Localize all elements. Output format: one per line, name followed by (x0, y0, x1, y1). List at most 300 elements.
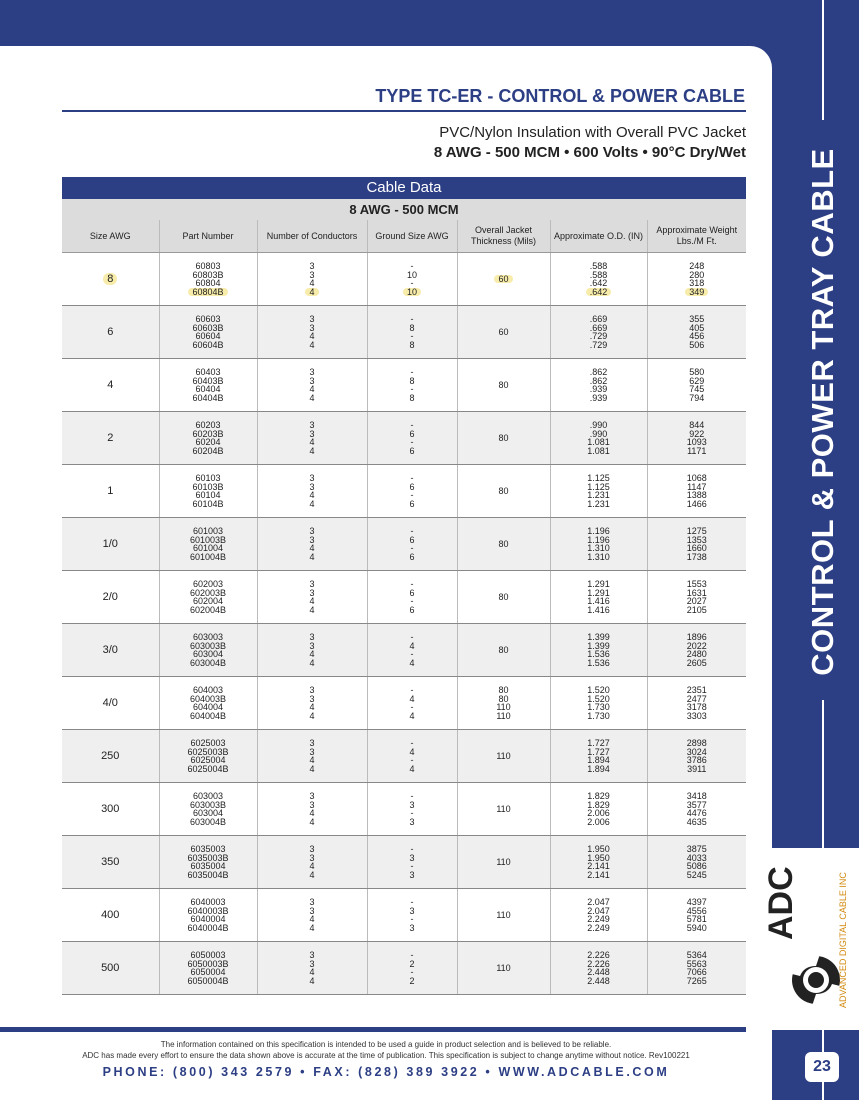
side-vertical-title: CONTROL & POWER TRAY CABLE (805, 148, 840, 676)
conductors-cell (257, 942, 367, 995)
cell-value: 604003 (192, 685, 224, 695)
cell-value: - (410, 314, 414, 324)
cell-value: 60404 (195, 384, 221, 394)
cell-value: 4 (309, 967, 315, 977)
cell-value: 60404B (192, 392, 224, 403)
size-awg-cell (62, 412, 159, 465)
ground-size-cell (367, 624, 457, 677)
cell-value: - (410, 755, 414, 765)
cell-value: 506 (689, 339, 705, 350)
size-value: 2 (107, 432, 114, 444)
cell-value: 602004B (189, 604, 227, 615)
cell-value: 3875 (686, 844, 707, 854)
part-number-cell (159, 253, 257, 306)
cell-value: - (410, 526, 414, 536)
cell-value: 745 (689, 384, 705, 394)
part-number-cell (159, 518, 257, 571)
cell-value: .588 (589, 261, 608, 271)
cell-value: 4 (409, 710, 415, 721)
cell-value: 1.125 (587, 473, 610, 483)
cable-data-table (62, 220, 746, 995)
cell-value: 2.141 (587, 869, 610, 880)
cell-value: 2.226 (587, 950, 610, 960)
cell-value: 110 (496, 803, 511, 814)
cell-value: 4 (309, 922, 315, 933)
cell-value: 4 (309, 490, 315, 500)
cell-value: 1.416 (587, 604, 610, 615)
cell-value: 922 (689, 428, 705, 439)
cell-value: 603003 (192, 791, 224, 801)
cell-value: 602003B (189, 587, 227, 598)
ground-size-cell (367, 730, 457, 783)
ground-size-cell (367, 942, 457, 995)
cell-value: 6 (409, 498, 415, 509)
cell-value: 4 (309, 392, 315, 403)
cell-value: - (410, 844, 414, 854)
highlighted-value: 349 (685, 288, 708, 297)
cell-value: 1738 (686, 551, 707, 562)
cell-value: 3577 (686, 799, 707, 810)
cell-value: 3 (309, 428, 315, 439)
outer-diameter-cell (550, 677, 647, 730)
cell-value: 3 (309, 640, 315, 651)
cell-value: - (410, 950, 414, 960)
table-row (62, 306, 746, 359)
outer-diameter-cell (550, 624, 647, 677)
cell-value: 3 (409, 869, 415, 880)
cell-value: - (410, 791, 414, 801)
cell-value: 80 (498, 379, 509, 390)
cell-value: - (410, 649, 414, 659)
cell-value: 794 (689, 392, 705, 403)
cell-value: 355 (689, 314, 705, 324)
cell-value: 4 (309, 657, 315, 668)
cell-value: 1275 (686, 526, 707, 536)
cell-value: 8 (409, 375, 415, 386)
weight-cell (647, 253, 746, 306)
part-number-cell (159, 359, 257, 412)
weight-cell (647, 836, 746, 889)
cell-value: .729 (589, 331, 608, 341)
cell-value: 4 (309, 869, 315, 880)
cell-value: 4476 (686, 808, 707, 818)
cell-value: 2.448 (587, 967, 610, 977)
cell-value: 2027 (686, 596, 707, 606)
cell-value: 2351 (686, 685, 707, 695)
part-number-cell (159, 730, 257, 783)
cell-value: 1.081 (587, 437, 610, 447)
cell-value: 1660 (686, 543, 707, 553)
ground-size-cell (367, 253, 457, 306)
size-awg-cell (62, 889, 159, 942)
part-number-cell (159, 306, 257, 359)
logo-company-name: ADVANCED DIGITAL CABLE INC (838, 872, 848, 1008)
jacket-thickness-cell (457, 783, 550, 836)
cell-value: .939 (589, 392, 608, 403)
table-row (62, 730, 746, 783)
cell-value: 4 (309, 437, 315, 447)
cell-value: 1171 (687, 445, 707, 456)
cell-value: 60 (498, 326, 509, 337)
outer-diameter-cell (550, 730, 647, 783)
cell-value: 601003B (189, 534, 227, 545)
outer-diameter-cell (550, 783, 647, 836)
size-awg-cell (62, 465, 159, 518)
cell-value: 2480 (686, 649, 707, 659)
cell-value: 3 (309, 314, 315, 324)
cell-value: 1353 (686, 534, 707, 545)
size-value: 250 (101, 750, 120, 762)
cell-value: 1.894 (587, 763, 610, 774)
cell-value: 1.520 (587, 685, 610, 695)
cell-value: 1.196 (587, 526, 610, 536)
weight-cell (647, 624, 746, 677)
cell-value: 3 (309, 693, 315, 704)
cell-value: 456 (689, 331, 705, 341)
cell-value: 80 (498, 432, 509, 443)
cell-value: 4 (309, 710, 315, 721)
conductors-cell (257, 571, 367, 624)
cell-value: 60804 (195, 278, 221, 288)
jacket-thickness-cell (457, 730, 550, 783)
jacket-thickness-cell (457, 942, 550, 995)
cell-value: .669 (589, 322, 608, 333)
cell-value: 6 (409, 604, 415, 615)
cell-value: 8 (409, 392, 415, 403)
cell-value: 3 (309, 481, 315, 492)
cell-value: 3024 (686, 746, 707, 757)
conductors-cell (257, 677, 367, 730)
cell-value: 4 (409, 640, 415, 651)
jacket-thickness-cell (457, 571, 550, 624)
weight-cell (647, 306, 746, 359)
cell-value: - (410, 331, 414, 341)
cell-value: 2 (409, 958, 415, 969)
table-row (62, 571, 746, 624)
cell-value: 3 (309, 791, 315, 801)
ground-size-cell (367, 836, 457, 889)
cell-value: 2.141 (587, 861, 610, 871)
cell-value: 2.249 (587, 922, 610, 933)
size-value: 8 (103, 273, 117, 285)
cell-value: .990 (589, 428, 608, 439)
cell-value: - (410, 473, 414, 483)
part-number-cell (159, 465, 257, 518)
weight-cell (647, 465, 746, 518)
cell-value: 2.047 (587, 905, 610, 916)
outer-diameter-cell (550, 518, 647, 571)
cell-value: .588 (589, 269, 608, 280)
outer-diameter-cell (550, 942, 647, 995)
part-number-cell (159, 783, 257, 836)
cell-value: 1631 (686, 587, 707, 598)
cell-value: 3 (309, 685, 315, 695)
size-awg-cell (62, 836, 159, 889)
jacket-thickness-cell (457, 518, 550, 571)
ground-size-cell (367, 465, 457, 518)
disclaimer-line-2: ADC has made every effort to ensure the data shown above is accurate at the time of publication. This specification is subject to change anytime without notice. Rev100221 (82, 1051, 690, 1060)
table-row (62, 677, 746, 730)
cell-value: 602004 (192, 596, 224, 606)
jacket-thickness-cell (457, 359, 550, 412)
cell-value: 3 (309, 526, 315, 536)
cell-value: 5364 (686, 950, 707, 960)
cell-value: 603004 (192, 649, 224, 659)
cell-value: 2.448 (587, 975, 610, 986)
table-row (62, 465, 746, 518)
ground-size-cell (367, 518, 457, 571)
cell-value: 1.291 (587, 579, 610, 589)
cell-value: 603004 (192, 808, 224, 818)
jacket-thickness-cell (457, 465, 550, 518)
size-awg-cell (62, 518, 159, 571)
highlighted-value: 60804B (188, 288, 227, 297)
cell-value: 2.249 (587, 914, 610, 924)
ground-size-cell (367, 359, 457, 412)
conductors-cell (257, 889, 367, 942)
cell-value: 60203B (192, 428, 224, 439)
cell-value: 3 (409, 922, 415, 933)
cell-value: .729 (589, 339, 608, 350)
cell-value: - (410, 261, 414, 271)
part-number-cell (159, 624, 257, 677)
cell-value: 3 (309, 375, 315, 386)
cell-value: 2477 (686, 693, 707, 704)
table-row (62, 412, 746, 465)
jacket-thickness-cell (457, 306, 550, 359)
cell-value: 601003 (192, 526, 224, 536)
cell-value: 6025004B (187, 763, 229, 774)
cell-value: 6035003 (190, 844, 226, 854)
cell-value: 80 (498, 591, 509, 602)
cell-value: 1093 (686, 437, 707, 447)
cell-value: 3 (409, 905, 415, 916)
cell-value: 1.520 (587, 693, 610, 704)
weight-cell (647, 730, 746, 783)
cell-value: 1.536 (587, 649, 610, 659)
cell-value: 603004B (189, 816, 227, 827)
cell-value: 10 (406, 269, 417, 280)
cell-value: 60104B (192, 498, 224, 509)
cell-value: 6050003 (190, 950, 226, 960)
cell-value: 6 (409, 481, 415, 492)
size-value: 500 (101, 962, 120, 974)
cell-value: - (410, 420, 414, 430)
cell-value: 6050004 (190, 967, 226, 977)
cell-value: 6050003B (187, 958, 229, 969)
cell-value: 4 (409, 746, 415, 757)
size-value: 4 (107, 379, 114, 391)
company-logo (762, 848, 859, 1030)
cell-value: 3 (309, 844, 315, 854)
cell-value: 8 (409, 322, 415, 333)
cell-value: 4 (309, 604, 315, 615)
cell-value: 4 (409, 763, 415, 774)
size-awg-cell (62, 677, 159, 730)
cell-value: 3 (309, 322, 315, 333)
jacket-thickness-cell (457, 889, 550, 942)
adc-logo-icon (762, 848, 859, 1030)
cell-value: 6 (409, 428, 415, 439)
cell-value: 604004 (192, 702, 224, 712)
cell-value: 6035003B (187, 852, 229, 863)
cell-value: 3303 (686, 710, 707, 721)
cell-value: 1.399 (587, 632, 610, 642)
cell-value: 3 (309, 261, 315, 271)
cell-value: 4 (309, 331, 315, 341)
cell-value: 1.125 (587, 481, 610, 492)
cell-value: 3 (309, 534, 315, 545)
cell-value: 1.536 (587, 657, 610, 668)
part-number-cell (159, 412, 257, 465)
cell-value: 3 (309, 746, 315, 757)
outer-diameter-cell (550, 253, 647, 306)
table-range: 8 AWG - 500 MCM (62, 199, 746, 220)
cell-value: 1.727 (587, 746, 610, 757)
cell-value: 7265 (686, 975, 707, 986)
cell-value: 4 (309, 816, 315, 827)
cell-value: 7066 (686, 967, 707, 977)
outer-diameter-cell (550, 571, 647, 624)
size-awg-cell (62, 359, 159, 412)
part-number-cell (159, 836, 257, 889)
cell-value: 60604 (195, 331, 221, 341)
cell-value: 405 (689, 322, 705, 333)
outer-diameter-cell (550, 836, 647, 889)
cell-value: 3 (309, 420, 315, 430)
jacket-thickness-cell (457, 677, 550, 730)
conductors-cell (257, 518, 367, 571)
cell-value: 1.196 (587, 534, 610, 545)
cell-value: 1466 (686, 498, 707, 509)
cell-value: 604003B (189, 693, 227, 704)
cell-value: 4 (409, 657, 415, 668)
jacket-thickness-cell (457, 253, 550, 306)
cell-value: 4033 (686, 852, 707, 863)
outer-diameter-cell (550, 889, 647, 942)
cell-value: 4 (309, 445, 315, 456)
cell-value: 110 (496, 856, 511, 867)
cell-value: 8 (409, 339, 415, 350)
table-row (62, 359, 746, 412)
cell-value: 1.730 (587, 702, 610, 712)
cell-value: 1.399 (587, 640, 610, 651)
conductors-cell (257, 783, 367, 836)
cell-value: 1.231 (587, 498, 610, 509)
cell-value: 2022 (686, 640, 707, 651)
cell-value: 4 (309, 596, 315, 606)
cell-value: 4 (409, 693, 415, 704)
size-awg-cell (62, 942, 159, 995)
ground-size-cell (367, 306, 457, 359)
conductors-cell (257, 253, 367, 306)
cell-value: 80 (498, 685, 509, 695)
conductors-cell (257, 465, 367, 518)
cell-value: 3 (309, 579, 315, 589)
column-header: Size AWG (62, 220, 159, 253)
cell-value: 2.047 (587, 897, 610, 907)
ground-size-cell (367, 783, 457, 836)
weight-cell (647, 942, 746, 995)
cell-value: 603003 (192, 632, 224, 642)
cell-value: - (410, 596, 414, 606)
jacket-thickness-cell (457, 836, 550, 889)
table-row (62, 889, 746, 942)
weight-cell (647, 677, 746, 730)
cell-value: 60103B (192, 481, 224, 492)
cell-value: 6 (409, 587, 415, 598)
cell-value: 1.310 (587, 551, 610, 562)
conductors-cell (257, 836, 367, 889)
cell-value: 4 (309, 808, 315, 818)
cell-value: 603003B (189, 799, 227, 810)
size-awg-cell (62, 624, 159, 677)
cell-value: 1.950 (587, 844, 610, 854)
page-number: 23 (805, 1052, 839, 1082)
cell-value: 1.231 (587, 490, 610, 500)
part-number-cell (159, 889, 257, 942)
cell-value: 2 (409, 975, 415, 986)
size-value: 3/0 (102, 644, 118, 656)
cell-value: 2.006 (587, 816, 610, 827)
cell-value: 110 (496, 702, 511, 712)
size-awg-cell (62, 783, 159, 836)
cell-value: 1.310 (587, 543, 610, 553)
cell-value: - (410, 967, 414, 977)
cell-value: 60604B (192, 339, 224, 350)
cell-value: 3786 (686, 755, 707, 765)
weight-cell (647, 889, 746, 942)
cell-value: 1896 (686, 632, 707, 642)
cell-value: 3 (309, 738, 315, 748)
jacket-thickness-cell (457, 412, 550, 465)
outer-diameter-cell (550, 359, 647, 412)
cell-value: 3 (309, 897, 315, 907)
contact-info: PHONE: (800) 343 2579 • FAX: (828) 389 3922 • WWW.ADCABLE.COM (102, 1065, 670, 1079)
cell-value: 5781 (686, 914, 707, 924)
cell-value (648, 288, 747, 297)
cell-value: 1.950 (587, 852, 610, 863)
cell-value: 603004B (189, 657, 227, 668)
cell-value: 602003 (192, 579, 224, 589)
cell-value: 3418 (686, 791, 707, 801)
cell-value: 604004B (189, 710, 227, 721)
cell-value: 3 (309, 852, 315, 863)
table-row (62, 836, 746, 889)
weight-cell (647, 412, 746, 465)
table-row (62, 942, 746, 995)
cell-value: 3 (409, 816, 415, 827)
cell-value: 4 (309, 384, 315, 394)
cell-value: 110 (496, 962, 511, 973)
top-band (0, 0, 859, 46)
cell-value: 603003B (189, 640, 227, 651)
cell-value: 3178 (686, 702, 707, 712)
weight-cell (647, 359, 746, 412)
cell-value: - (410, 702, 414, 712)
cell-value: 60803 (195, 261, 221, 271)
cell-value: 60603 (195, 314, 221, 324)
ground-size-cell (367, 889, 457, 942)
highlighted-value: 10 (403, 288, 421, 297)
cell-value: 6035004B (187, 869, 229, 880)
cell-value: 4 (309, 498, 315, 509)
cell-value: 6035004 (190, 861, 226, 871)
cell-value: .862 (589, 367, 608, 377)
column-header: Overall Jacket Thickness (Mils) (457, 220, 550, 253)
cell-value: 6 (409, 534, 415, 545)
cell-value (368, 288, 457, 297)
